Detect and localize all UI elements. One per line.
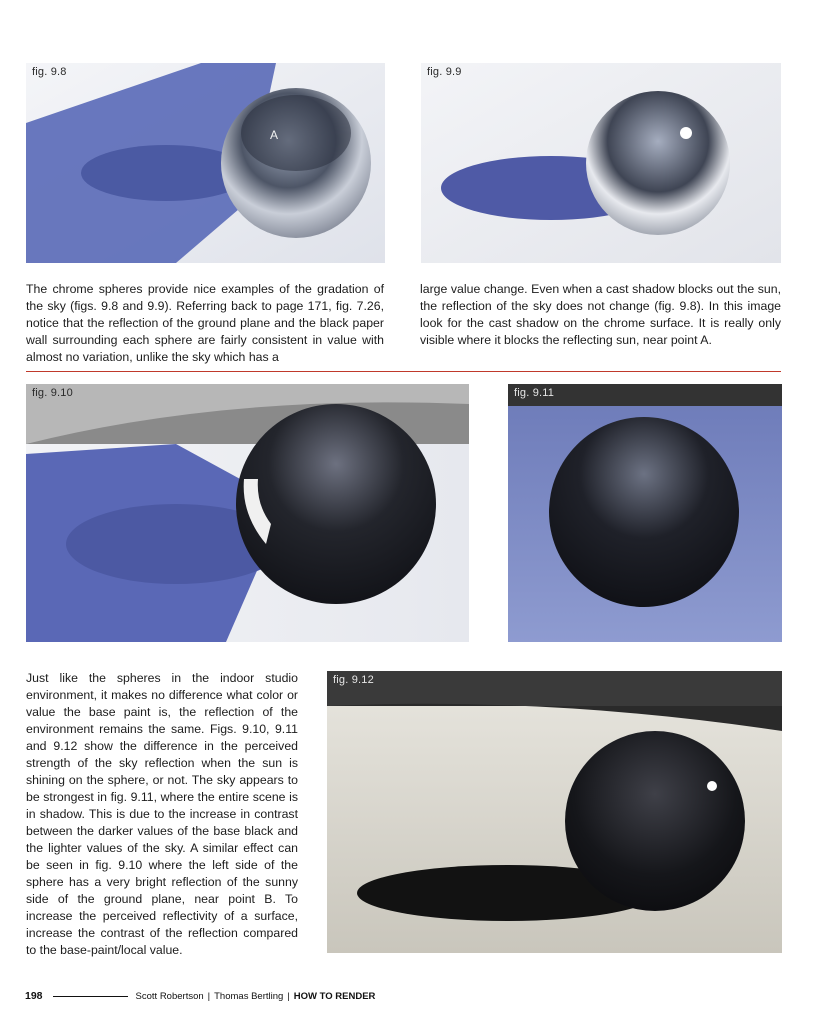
footer-author-1: Scott Robertson [135, 990, 204, 1002]
point-a-marker: A [270, 128, 279, 142]
figure-label: fig. 9.10 [32, 387, 73, 399]
footer-separator: | [207, 990, 211, 1002]
body-text-top-right: large value change. Even when a cast shadow blocks out the sun, the reflection of the sky does not change (fig. 9.8). In this image look for the cast shadow on the chrome surface. It is really only visible where it blocks the reflecting sun, near point A. [420, 282, 781, 347]
figure-9-9-photo [421, 63, 781, 263]
body-text-top-left: The chrome spheres provide nice examples of the gradation of the sky (figs. 9.8 and 9.9). Referring back to page 171, fig. 7.26, notice that the reflection of the ground plane and the black paper wall surrounding each sphere are fairly consistent in value with almost no variation, unlike the sky which has a [26, 282, 384, 364]
figure-label: fig. 9.8 [32, 66, 67, 78]
footer-book-title: HOW TO RENDER [293, 990, 376, 1002]
point-b-marker: B [256, 515, 265, 529]
footer-separator: | [287, 990, 290, 1002]
figure-9-10-photo [26, 384, 469, 642]
black-sphere-image [508, 384, 782, 642]
figure-9-11-photo [508, 384, 782, 642]
body-text-bottom-left: Just like the spheres in the indoor studio environment, it makes no difference what color or value the base paint is, the reflection of the environment remains the same. Figs. 9.10, 9.11 and 9.12 show the difference in the perceived strength of the sky reflection when the sun is shining on the sphere, or not. The sky appears to be strongest in fig. 9.11, where the entire scene is in shadow. This is due to the increase in contrast between the darker values of the base black and the lighter values of the sky. A similar effect can be seen in fig. 9.10 where the left side of the sphere has a very bright reflection of the sunny side of the ground plane, near point B. To increase the perceived reflectivity of a surface, increase the contrast of the reflection compared to the base-paint/local value. [26, 671, 298, 957]
section-divider [26, 371, 781, 372]
footer-author-2: Thomas Bertling [214, 990, 284, 1002]
chrome-sphere-image [421, 63, 781, 263]
black-sphere-image [327, 671, 782, 953]
figure-label: fig. 9.12 [333, 674, 374, 686]
black-sphere-image [26, 384, 469, 642]
page-footer [25, 990, 375, 1002]
page-number: 198 [25, 990, 43, 1002]
footer-rule [53, 996, 128, 997]
figure-label: fig. 9.11 [514, 387, 555, 399]
figure-9-8-photo [26, 63, 385, 263]
figure-label: fig. 9.9 [427, 66, 462, 78]
chrome-sphere-image [26, 63, 385, 263]
figure-9-12-photo [327, 671, 782, 953]
